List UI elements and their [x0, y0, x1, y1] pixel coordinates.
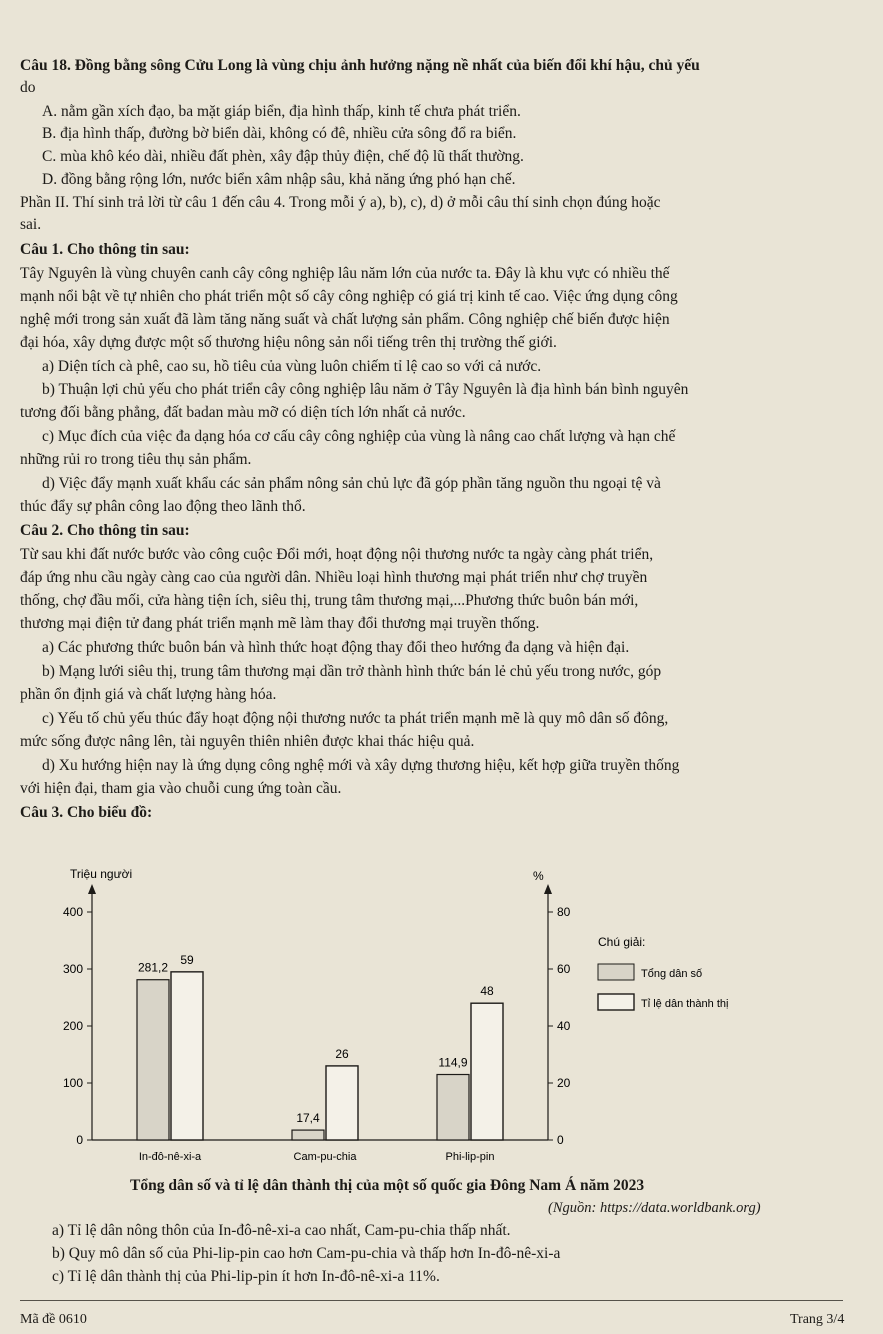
population-bar: [137, 980, 169, 1140]
chart-source: (Nguồn: https://data.worldbank.org): [548, 1200, 761, 1216]
c2-statement-c-line2: mức sống được nâng lên, tài nguyên thiên nhiên được khai thác hiệu quả.: [20, 733, 475, 750]
c1-statement-a[interactable]: a) Diện tích cà phê, cao su, hồ tiêu của vùng luôn chiếm tỉ lệ cao so với cả nước.: [42, 358, 542, 375]
population-urbanization-chart: [0, 860, 883, 1170]
c1-statement-b-line1[interactable]: b) Thuận lợi chủ yếu cho phát triển cây công nghiệp lâu năm ở Tây Nguyên là địa hình bán bình nguyên: [42, 381, 689, 398]
left-tick-label: 0: [76, 1133, 83, 1147]
c2-paragraph-line2: đáp ứng nhu cầu ngày càng cao của người dân. Nhiều loại hình thương mại phát triển như chợ truyền: [20, 569, 648, 586]
legend-label-population: Tổng dân số: [641, 968, 703, 980]
left-tick-label: 100: [62, 1076, 83, 1090]
legend-swatch-urban: [598, 994, 634, 1010]
legend-title: Chú giải:: [598, 935, 646, 949]
c2-paragraph-line4: thương mại điện tử đang phát triển mạnh mẽ làm thay đổi thương mại truyền thống.: [20, 615, 540, 632]
right-tick-label: 20: [557, 1076, 571, 1090]
left-tick-label: 200: [62, 1019, 83, 1033]
right-axis-arrow: [544, 884, 552, 894]
right-tick-label: 0: [557, 1133, 564, 1147]
urban-rate-bar: [326, 1066, 358, 1140]
population-bar-label: 281,2: [137, 960, 169, 975]
c3-statement-c[interactable]: c) Tỉ lệ dân thành thị của Phi-lip-pin ít hơn In-đô-nê-xi-a 11%.: [52, 1268, 440, 1285]
c2-statement-b-line2: phần ổn định giá và chất lượng hàng hóa.: [20, 686, 277, 703]
c2-paragraph-line1: Từ sau khi đất nước bước vào công cuộc Đổi mới, hoạt động nội thương nước ta ngày càng phát triển,: [20, 546, 654, 563]
urban-rate-bar: [171, 972, 203, 1140]
c1-statement-d-line2: thúc đẩy sự phân công lao động theo lãnh thổ.: [20, 498, 306, 515]
right-tick-label: 60: [557, 962, 571, 976]
exam-code: Mã đề 0610: [20, 1312, 87, 1327]
population-bar: [292, 1130, 324, 1140]
q18-option-c[interactable]: C. mùa khô kéo dài, nhiều đất phèn, xây đập thủy điện, chế độ lũ thất thường.: [42, 148, 524, 165]
c1-title: Câu 1. Cho thông tin sau:: [20, 241, 190, 258]
c1-paragraph-line2: mạnh nổi bật về tự nhiên cho phát triển một số cây công nghiệp có giá trị kinh tế cao. Việc ứng dụng công: [20, 288, 678, 305]
left-axis-label: Triệu người: [70, 867, 133, 881]
left-tick-label: 300: [62, 962, 83, 976]
q18-stem-line1: Câu 18. Đồng bằng sông Cửu Long là vùng chịu ảnh hưởng nặng nề nhất của biến đổi khí hậu, chủ yếu: [20, 57, 700, 74]
part2-instruction-line2: sai.: [20, 216, 42, 233]
urban-rate-bar-label: 26: [335, 1046, 349, 1061]
q18-option-a[interactable]: A. nằm gần xích đạo, ba mặt giáp biển, địa hình thấp, kinh tế chưa phát triển.: [42, 103, 521, 120]
c1-paragraph-line4: đại hóa, xây dựng được một số thương hiệu nông sản nổi tiếng trên thị trường thế giới.: [20, 334, 557, 351]
left-tick-label: 400: [62, 905, 83, 919]
c1-statement-c-line1[interactable]: c) Mục đích của việc đa dạng hóa cơ cấu cây công nghiệp của vùng là nâng cao chất lượng và hạn chế: [42, 428, 676, 445]
right-axis-label: %: [533, 869, 544, 883]
c3-statement-a[interactable]: a) Tỉ lệ dân nông thôn của In-đô-nê-xi-a cao nhất, Cam-pu-chia thấp nhất.: [52, 1222, 511, 1239]
c2-statement-a[interactable]: a) Các phương thức buôn bán và hình thức hoạt động thay đổi theo hướng đa dạng và hiện đại.: [42, 639, 630, 656]
category-label: Cam-pu-chia: [293, 1151, 357, 1163]
q18-stem-line2: do: [20, 79, 36, 96]
left-axis-arrow: [88, 884, 96, 894]
right-tick-label: 40: [557, 1019, 571, 1033]
q18-option-d[interactable]: D. đồng bằng rộng lớn, nước biển xâm nhập sâu, khả năng ứng phó hạn chế.: [42, 171, 516, 188]
c2-title: Câu 2. Cho thông tin sau:: [20, 522, 190, 539]
part2-instruction-line1: Phần II. Thí sinh trả lời từ câu 1 đến câu 4. Trong mỗi ý a), b), c), d) ở mỗi câu thí sinh chọn đúng hoặc: [20, 194, 661, 211]
urban-rate-bar: [471, 1003, 503, 1140]
c1-statement-d-line1[interactable]: d) Việc đẩy mạnh xuất khẩu các sản phẩm nông sản chủ lực đã góp phần tăng nguồn thu ngoại tệ và: [42, 475, 661, 492]
c2-statement-c-line1[interactable]: c) Yếu tố chủ yếu thúc đẩy hoạt động nội thương nước ta phát triển mạnh mẽ là quy mô dân số đông,: [42, 710, 669, 727]
urban-rate-bar-label: 48: [480, 984, 494, 999]
category-label: Phi-lip-pin: [445, 1151, 495, 1163]
population-bar: [437, 1075, 469, 1140]
footer-divider: [20, 1300, 843, 1301]
c3-statement-b[interactable]: b) Quy mô dân số của Phi-lip-pin cao hơn Cam-pu-chia và thấp hơn In-đô-nê-xi-a: [52, 1245, 561, 1262]
chart-caption: Tổng dân số và tỉ lệ dân thành thị của một số quốc gia Đông Nam Á năm 2023: [130, 1177, 645, 1194]
legend-label-urban: Tỉ lệ dân thành thị: [641, 998, 729, 1010]
urban-rate-bar-label: 59: [180, 952, 194, 967]
population-bar-label: 114,9: [438, 1055, 468, 1070]
page-number: Trang 3/4: [790, 1312, 845, 1327]
c2-statement-d-line2: với hiện đại, tham gia vào chuỗi cung ứng toàn cầu.: [20, 780, 342, 797]
c1-paragraph-line3: nghệ mới trong sản xuất đã làm tăng năng suất và chất lượng sản phẩm. Công nghiệp chế biến được hiện: [20, 311, 670, 328]
c1-statement-b-line2: tương đối bằng phẳng, đất badan màu mỡ có diện tích lớn nhất cả nước.: [20, 404, 466, 421]
c1-statement-c-line2: những rủi ro trong tiêu thụ sản phẩm.: [20, 451, 252, 468]
c2-statement-b-line1[interactable]: b) Mạng lưới siêu thị, trung tâm thương mại dần trở thành hình thức bán lẻ chủ yếu trong nước, góp: [42, 663, 662, 680]
category-label: In-đô-nê-xi-a: [138, 1151, 202, 1163]
legend-swatch-population: [598, 964, 634, 980]
c1-paragraph-line1: Tây Nguyên là vùng chuyên canh cây công nghiệp lâu năm lớn của nước ta. Đây là khu vực có nhiều thế: [20, 265, 670, 282]
population-bar-label: 17,4: [296, 1111, 320, 1126]
c2-paragraph-line3: thống, chợ đầu mối, cửa hàng tiện ích, siêu thị, trung tâm thương mại,...Phương thức buôn bán mới,: [20, 592, 639, 609]
c2-statement-d-line1[interactable]: d) Xu hướng hiện nay là ứng dụng công nghệ mới và xây dựng thương hiệu, kết hợp giữa truyền thống: [42, 757, 680, 774]
q18-option-b[interactable]: B. địa hình thấp, đường bờ biển dài, không có đê, nhiều cửa sông đổ ra biển.: [42, 125, 517, 142]
c3-title: Câu 3. Cho biểu đồ:: [20, 804, 153, 821]
right-tick-label: 80: [557, 905, 571, 919]
